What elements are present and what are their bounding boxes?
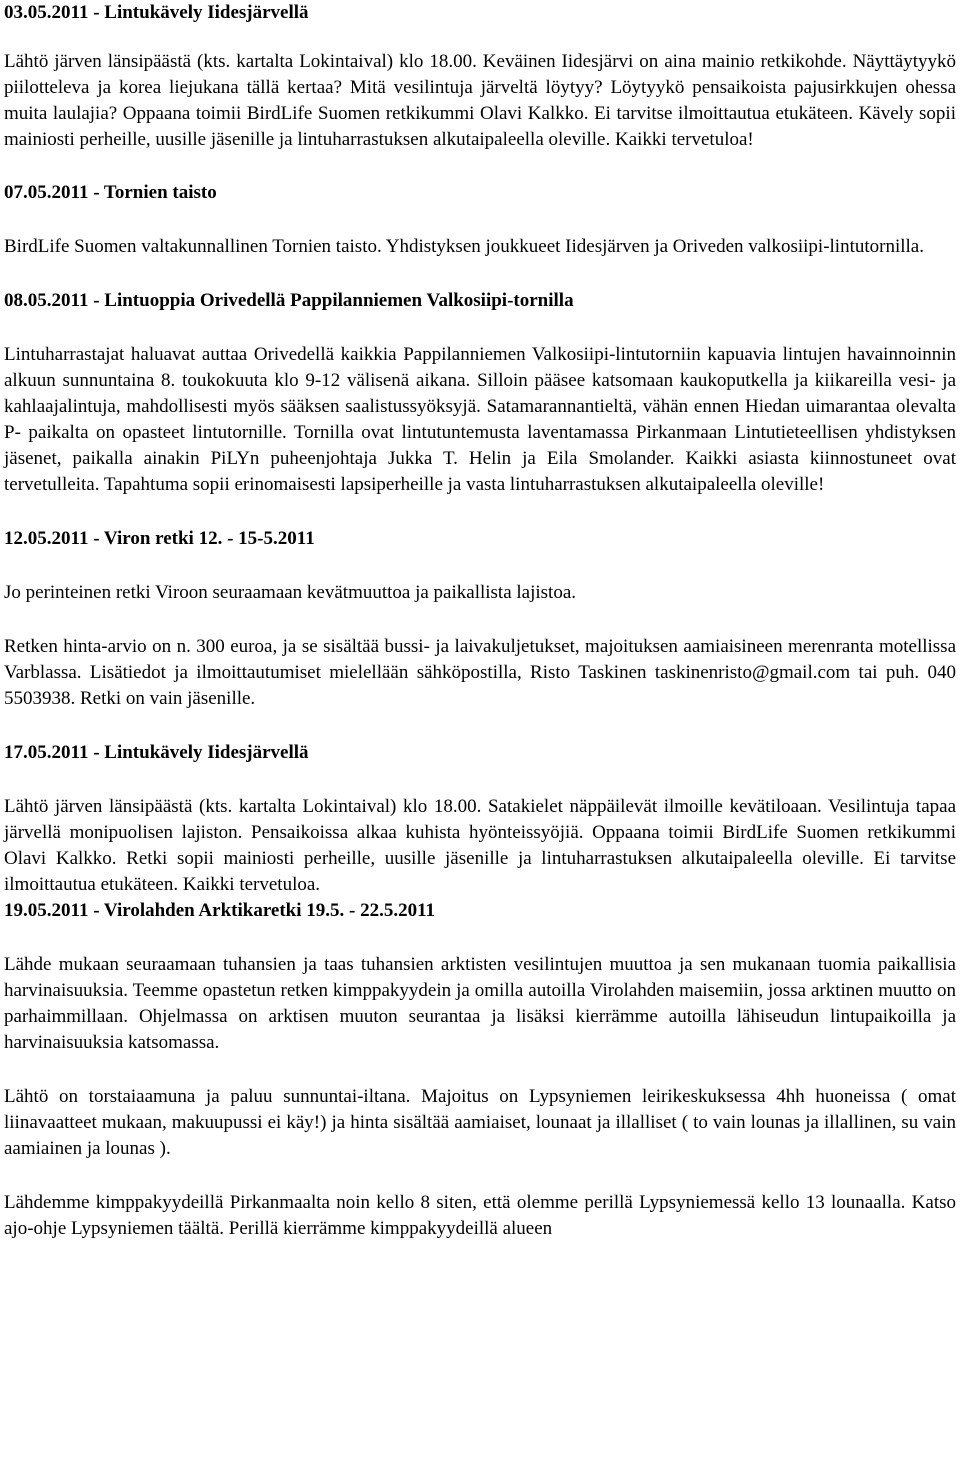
event-paragraph-0705: BirdLife Suomen valtakunnallinen Tornien taisto. Yhdistyksen joukkueet Iidesjärven ja Oriveden valkosiipi-lintutornilla. bbox=[4, 236, 924, 257]
event-paragraph-1205-details: Retken hinta-arvio on n. 300 euroa, ja se sisältää bussi- ja laivakuljetukset, majoituksen aamiaisineen merenranta motellissa Varblassa. Lisätiedot ja ilmoittautumiset mielellään sähköpostilla, Risto Taskinen taskinenristo@gmail.com tai puh. 040 5503938. Retki on vain jäsenille. bbox=[4, 636, 956, 709]
event-heading-0805: 08.05.2011 - Lintuoppia Orivedellä Pappilanniemen Valkosiipi-tornilla bbox=[4, 290, 574, 311]
event-heading-1205: 12.05.2011 - Viron retki 12. - 15-5.2011 bbox=[4, 528, 315, 549]
event-paragraph-0805: Lintuharrastajat haluavat auttaa Orivedellä kaikkia Pappilanniemen Valkosiipi-lintutorniin kapuavia lintujen havainnoinnin alkuun sunnuntaina 8. toukokuuta klo 9-12 välisenä aikana. Silloin pääsee katsomaan kaukoputkella ja kiikareilla vesi- ja kahlaajalintuja, mahdollisesti myös sääksen saalistussyöksyjä. Satamarannantieltä, vähän ennen Hiedan uimarantaa olevalta P- paikalta on opasteet lintutornille. Tornilla ovat lintutuntemusta laventamassa Pirkanmaan Lintutieteellisen yhdistyksen jäsenet, paikalla ainakin PiLYn puheenjohtaja Jukka T. Helin ja Eila Smolander. Kaikki asiasta kiinnostuneet ovat tervetulleita. Tapahtuma sopii erinomaisesti lapsiperheille ja vasta lintuharrastuksen alkutaipaleella oleville! bbox=[4, 344, 956, 495]
event-paragraph-0305: Lähtö järven länsipäästä (kts. kartalta Lokintaival) klo 18.00. Keväinen Iidesjärvi on aina mainio retkikohde. Näyttäytyykö piilotteleva ja korea liejukana tällä kertaa? Mitä vesilintuja järveltä löytyy? Löytyykö pensaikoista pajusirkkujen ohessa muita laulajia? Oppaana toimii BirdLife Suomen retkikummi Olavi Kalkko. Ei tarvitse ilmoittautua etukäteen. Kävely sopii mainiosti perheille, uusille jäsenille ja lintuharrastuksen alkutaipaleella oleville. Kaikki tervetuloa! bbox=[4, 51, 956, 150]
event-heading-1705: 17.05.2011 - Lintukävely Iidesjärvellä bbox=[4, 742, 309, 763]
event-heading-1905: 19.05.2011 - Virolahden Arktikaretki 19.5. - 22.5.2011 bbox=[4, 900, 436, 921]
event-paragraph-1705: Lähtö järven länsipäästä (kts. kartalta Lokintaival) klo 18.00. Satakielet näppäilevät ilmoille kevätiloaan. Vesilintuja tapaa järvellä monipuolisen lajiston. Pensaikoissa alkaa kuhista hyönteissyöjiä. Oppaana toimii BirdLife Suomen retkikummi Olavi Kalkko. Retki sopii mainiosti perheille, uusille jäsenille ja lintuharrastuksen alkutaipaleella oleville. Ei tarvitse ilmoittautua etukäteen. Kaikki tervetuloa. bbox=[4, 796, 956, 895]
event-paragraph-1905-accommodation: Lähtö on torstaiaamuna ja paluu sunnuntai-iltana. Majoitus on Lypsyniemen leirikeskuksessa 4hh huoneissa ( omat liinavaatteet mukaan, makuupussi ei käy!) ja hinta sisältää aamiaiset, lounaat ja illalliset ( to vain lounas ja illallinen, su vain aamiainen ja lounas ). bbox=[4, 1086, 956, 1159]
event-paragraph-1905-travel: Lähdemme kimppakyydeillä Pirkanmaalta noin kello 8 siten, että olemme perillä Lypsyniemessä kello 13 lounaalla. Katso ajo-ohje Lypsyniemen täältä. Perillä kierrämme kimppakyydeillä alueen bbox=[4, 1192, 956, 1239]
event-paragraph-1905-intro: Lähde mukaan seuraamaan tuhansien ja taas tuhansien arktisten vesilintujen muuttoa ja sen mukanaan tuomia paikallisia harvinaisuuksia. Teemme opastetun retken kimppakyydein ja omilla autoilla Virolahden maisemiin, jossa arktinen muutto on parhaimmillaan. Ohjelmassa on arktisen muuton seurantaa ja lisäksi kierrämme autoilla lähiseudun lintupaikoilla ja harvinaisuuksia katsomassa. bbox=[4, 954, 956, 1053]
event-heading-0705: 07.05.2011 - Tornien taisto bbox=[4, 182, 217, 203]
event-heading-0305: 03.05.2011 - Lintukävely Iidesjärvellä bbox=[4, 2, 309, 23]
event-paragraph-1205-intro: Jo perinteinen retki Viroon seuraamaan kevätmuuttoa ja paikallista lajistoa. bbox=[4, 582, 577, 603]
